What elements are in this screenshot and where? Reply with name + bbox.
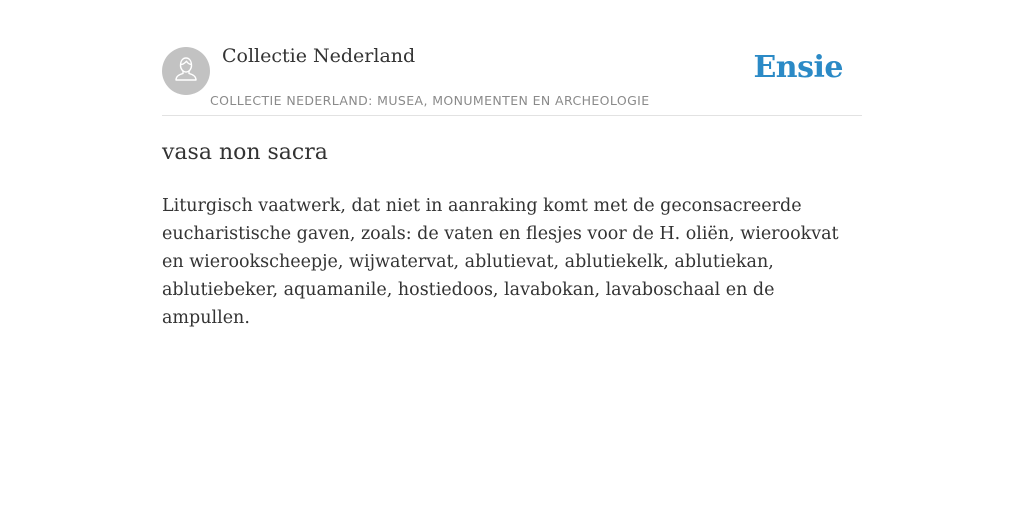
entry-definition: Liturgisch vaatwerk, dat niet in aanraking komt met de geconsacreerde eucharistische gaven, zoals: de vaten en flesjes voor de H. oliën, wierookvat en wierookscheepje, wijwatervat, ablutievat, ablutiekelk, ablutiekan, ablutiebeker, aquamanile, hostiedoos, lavabokan, lavaboschaal en de ampullen. (162, 196, 839, 328)
entry-card (162, 0, 862, 512)
ensie-logo[interactable]: Ensie (753, 50, 843, 85)
entry-header (162, 0, 862, 116)
author-name[interactable]: Collectie Nederland (222, 45, 416, 67)
source-label[interactable]: COLLECTIE NEDERLAND: MUSEA, MONUMENTEN EN ARCHEOLOGIE (210, 93, 650, 108)
avatar[interactable] (162, 47, 210, 95)
user-silhouette-icon (171, 54, 201, 89)
entry-term: vasa non sacra (162, 140, 328, 165)
